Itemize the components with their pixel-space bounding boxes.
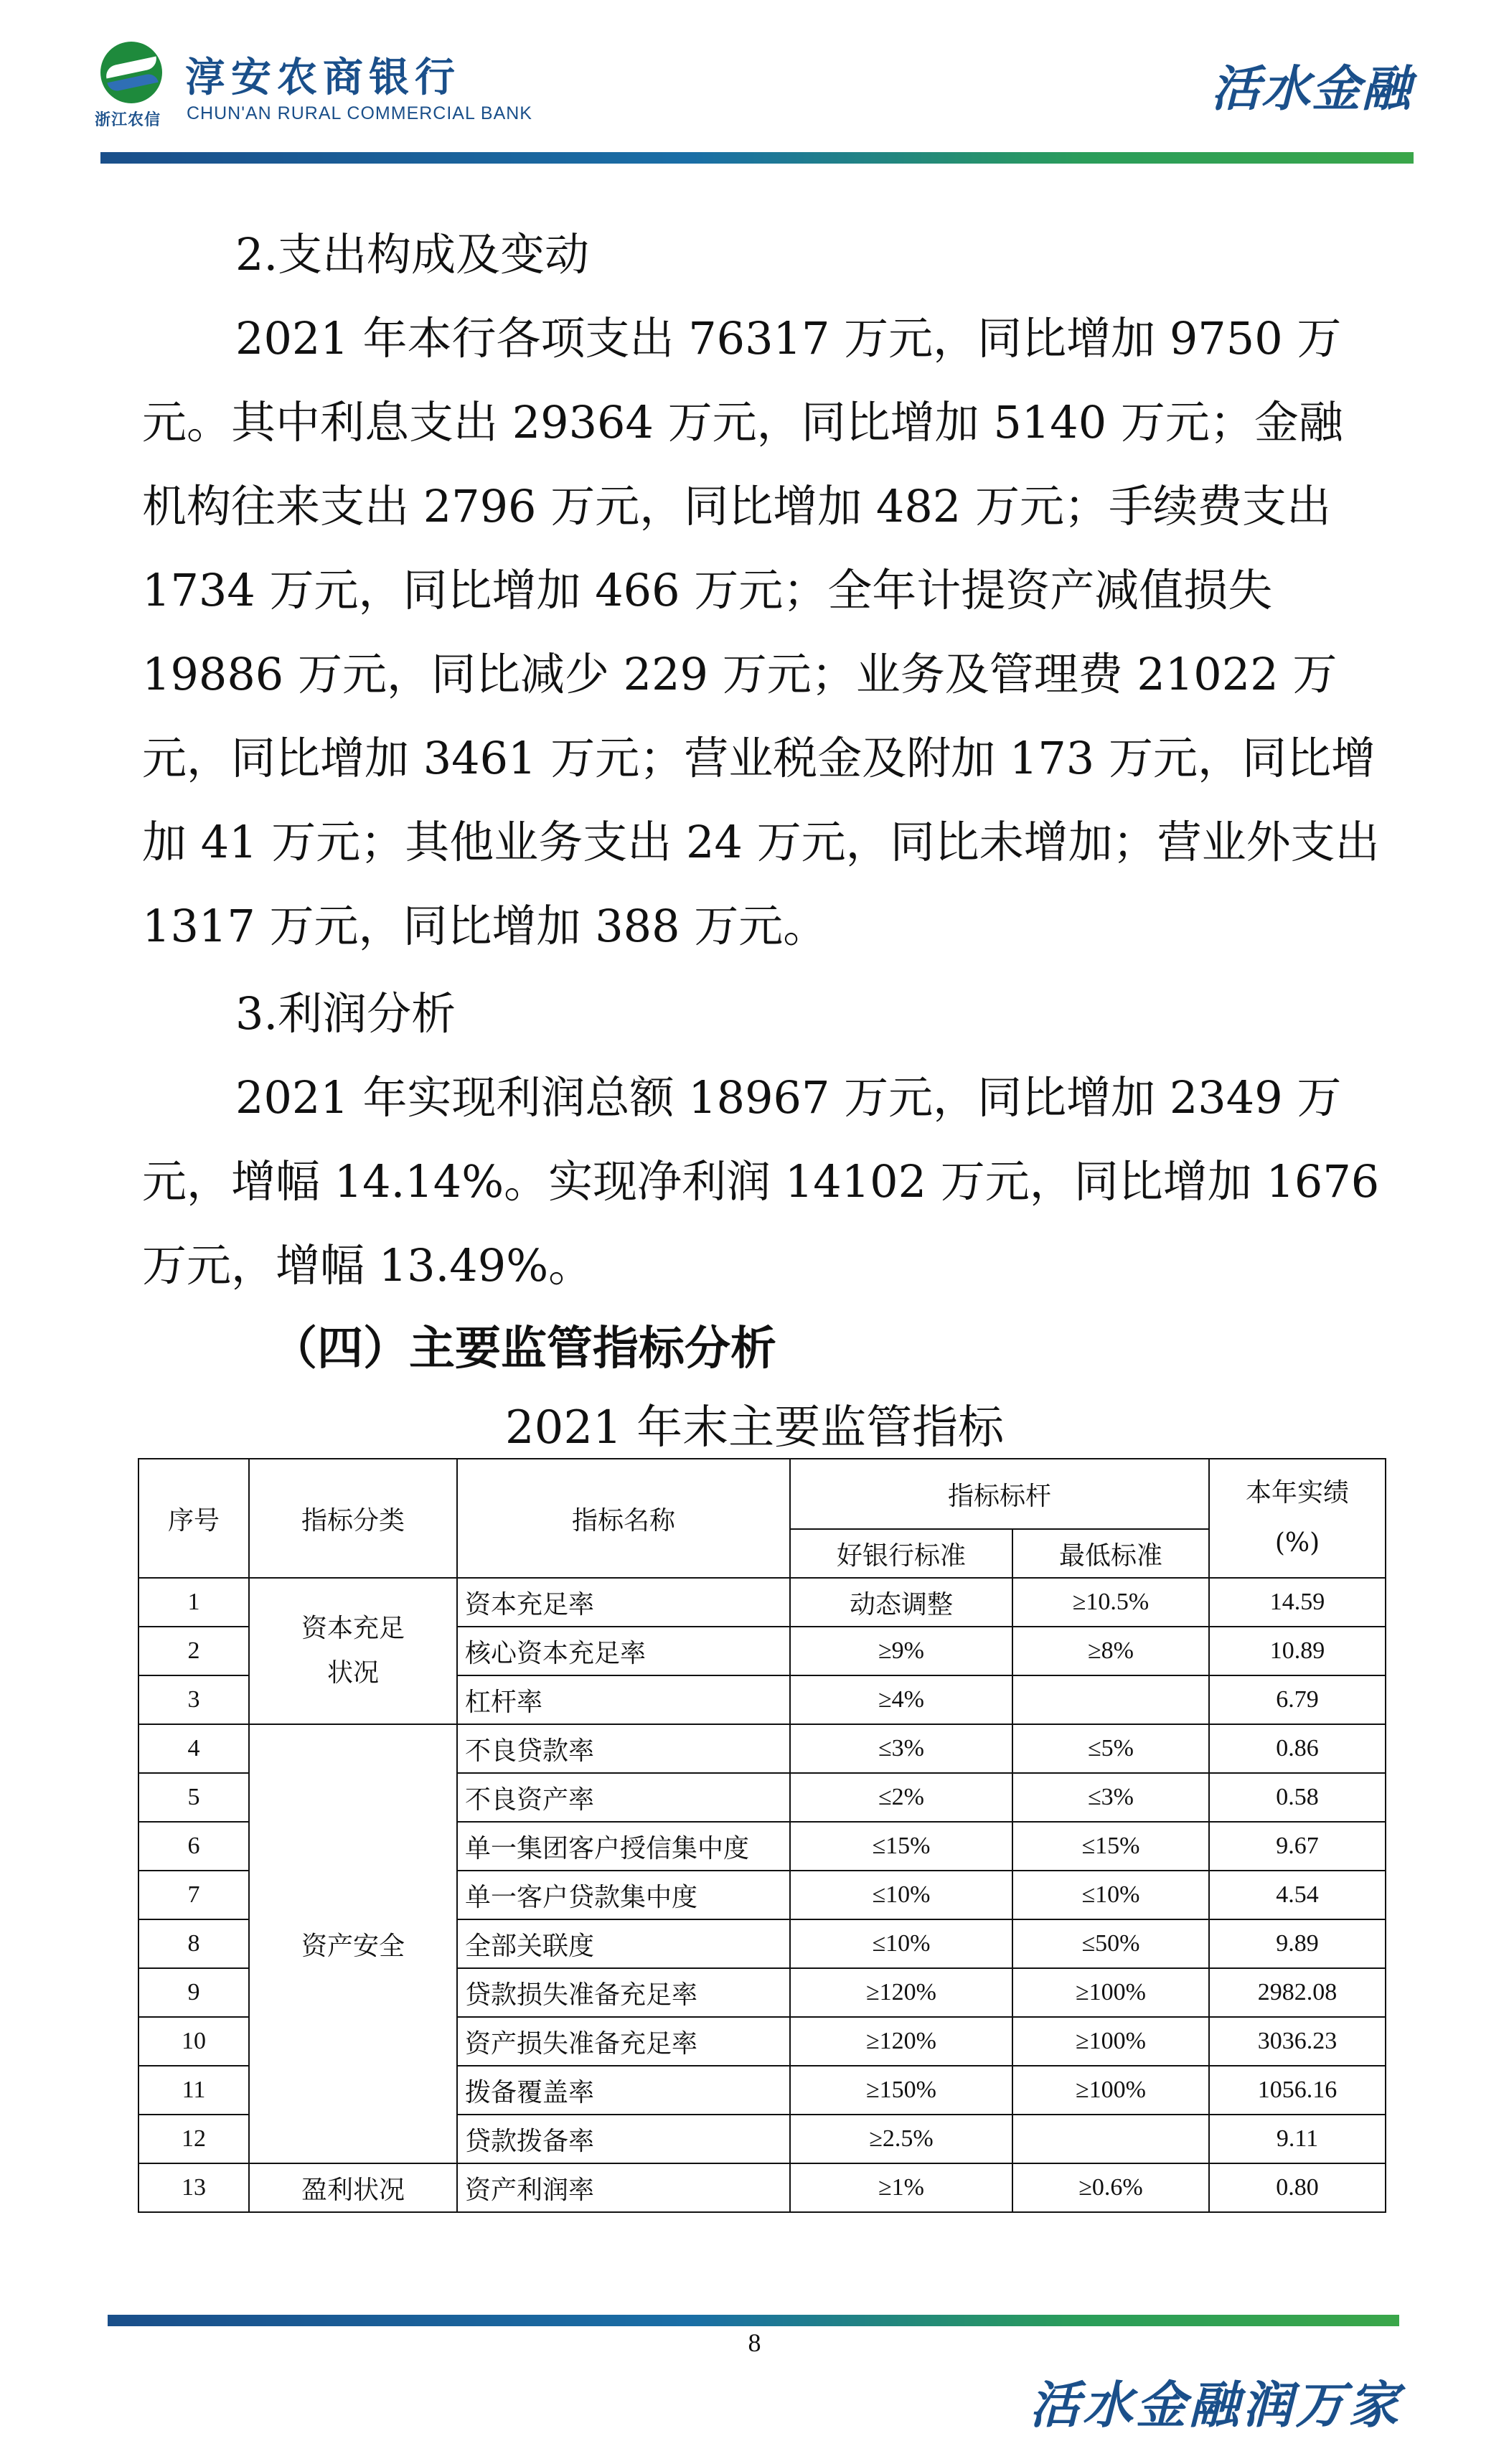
- row-name: 贷款拨备率: [457, 2115, 790, 2163]
- row-min: [1012, 1675, 1209, 1724]
- row-seq: 13: [138, 2163, 249, 2212]
- row-min: ≥10.5%: [1012, 1578, 1209, 1627]
- header-divider: [100, 152, 1414, 164]
- row-name: 核心资本充足率: [457, 1627, 790, 1675]
- header-slogan: 活水金融: [1211, 61, 1412, 118]
- row-min: [1012, 2115, 1209, 2163]
- expense-heading: 2.支出构成及变动: [235, 228, 590, 281]
- row-seq: 6: [138, 1822, 249, 1871]
- row-seq: 11: [138, 2066, 249, 2115]
- category-asset-safety: 资产安全: [249, 1724, 457, 2163]
- row-good: ≥2.5%: [790, 2115, 1012, 2163]
- row-actual: 6.79: [1209, 1675, 1386, 1724]
- table-title: 2021 年末主要监管指标: [504, 1401, 1005, 1454]
- row-good: 动态调整: [790, 1578, 1012, 1627]
- col-header-good-bank: 好银行标准: [790, 1529, 1012, 1578]
- row-good: ≤10%: [790, 1871, 1012, 1919]
- row-actual: 0.80: [1209, 2163, 1386, 2212]
- row-min: ≥8%: [1012, 1627, 1209, 1675]
- row-min: ≤15%: [1012, 1822, 1209, 1871]
- row-good: ≥150%: [790, 2066, 1012, 2115]
- row-actual: 9.67: [1209, 1822, 1386, 1871]
- row-name: 贷款损失准备充足率: [457, 1968, 790, 2017]
- row-seq: 4: [138, 1724, 249, 1773]
- row-good: ≥1%: [790, 2163, 1012, 2212]
- category-capital: 资本充足 状况: [249, 1578, 457, 1724]
- col-header-minimum: 最低标准: [1012, 1529, 1209, 1578]
- table-row: [138, 2163, 1386, 2212]
- footer-slogan: 活水金融润万家: [1030, 2376, 1401, 2435]
- profit-heading: 3.利润分析: [235, 987, 456, 1040]
- row-good: ≥120%: [790, 1968, 1012, 2017]
- row-name: 单一客户贷款集中度: [457, 1871, 790, 1919]
- row-good: ≤3%: [790, 1724, 1012, 1773]
- row-name: 拨备覆盖率: [457, 2066, 790, 2115]
- row-min: ≥0.6%: [1012, 2163, 1209, 2212]
- row-actual: 14.59: [1209, 1578, 1386, 1627]
- bank-logo-icon: [100, 42, 162, 103]
- row-actual: 10.89: [1209, 1627, 1386, 1675]
- row-seq: 1: [138, 1578, 249, 1627]
- expense-paragraph: 2021 年本行各项支出 76317 万元，同比增加 9750 万元。其中利息支出 29364 万元，同比增加 5140 万元；金融机构往来支出 2796 万元，同比增加 482 万元；手续费支出 1734 万元，同比增加 466 万元；全年计提资产减值损失 19886 万元，同比减少 229 万元；业务及管理费 21022 万元，同比增加 3461 万元；营业税金及附加 173 万元，同比增加 41 万元；其他业务支出 24 万元，同比未增加；营业外支出 1317 万元，同比增加 388 万元。: [142, 312, 1380, 952]
- row-name: 资产损失准备充足率: [457, 2017, 790, 2066]
- row-seq: 7: [138, 1871, 249, 1919]
- row-good: ≥9%: [790, 1627, 1012, 1675]
- row-min: ≤5%: [1012, 1724, 1209, 1773]
- logo-subtitle: 浙江农信: [95, 111, 161, 129]
- row-actual: 4.54: [1209, 1871, 1386, 1919]
- section-title: （四）主要监管指标分析: [271, 1322, 776, 1376]
- row-min: ≥100%: [1012, 2066, 1209, 2115]
- row-actual: 0.58: [1209, 1773, 1386, 1822]
- col-header-category: 指标分类: [249, 1459, 457, 1578]
- row-min: ≥100%: [1012, 2017, 1209, 2066]
- row-min: ≤10%: [1012, 1871, 1209, 1919]
- row-name: 资本充足率: [457, 1578, 790, 1627]
- row-min: ≥100%: [1012, 1968, 1209, 2017]
- table-row: [138, 1578, 1386, 1627]
- row-good: ≥4%: [790, 1675, 1012, 1724]
- row-seq: 8: [138, 1919, 249, 1968]
- row-actual: 9.11: [1209, 2115, 1386, 2163]
- row-actual: 3036.23: [1209, 2017, 1386, 2066]
- row-seq: 12: [138, 2115, 249, 2163]
- col-header-actual: 本年实绩 (%): [1209, 1459, 1386, 1578]
- page-header: [0, 0, 1509, 172]
- row-name: 杠杆率: [457, 1675, 790, 1724]
- profit-paragraph: 2021 年实现利润总额 18967 万元，同比增加 2349 万元，增幅 14.14%。实现净利润 14102 万元，同比增加 1676 万元，增幅 13.49%。: [142, 1071, 1380, 1292]
- table-row: [138, 1724, 1386, 1773]
- row-good: ≥120%: [790, 2017, 1012, 2066]
- bank-name-en: CHUN'AN RURAL COMMERCIAL BANK: [187, 103, 532, 123]
- row-name: 不良资产率: [457, 1773, 790, 1822]
- row-good: ≤15%: [790, 1822, 1012, 1871]
- row-actual: 0.86: [1209, 1724, 1386, 1773]
- row-min: ≤3%: [1012, 1773, 1209, 1822]
- row-name: 单一集团客户授信集中度: [457, 1822, 790, 1871]
- row-seq: 9: [138, 1968, 249, 2017]
- footer-divider: [108, 2315, 1399, 2326]
- row-good: ≤2%: [790, 1773, 1012, 1822]
- row-name: 不良贷款率: [457, 1724, 790, 1773]
- col-header-seq: 序号: [138, 1459, 249, 1578]
- row-name: 资产利润率: [457, 2163, 790, 2212]
- col-header-benchmark: 指标标杆: [790, 1459, 1209, 1529]
- row-seq: 10: [138, 2017, 249, 2066]
- bank-name-cn: 淳安农商银行: [185, 55, 461, 101]
- row-good: ≤10%: [790, 1919, 1012, 1968]
- row-actual: 9.89: [1209, 1919, 1386, 1968]
- category-profit: 盈利状况: [249, 2163, 457, 2212]
- row-actual: 1056.16: [1209, 2066, 1386, 2115]
- row-actual: 2982.08: [1209, 1968, 1386, 2017]
- row-seq: 2: [138, 1627, 249, 1675]
- col-header-name: 指标名称: [457, 1459, 790, 1578]
- row-name: 全部关联度: [457, 1919, 790, 1968]
- row-seq: 3: [138, 1675, 249, 1724]
- regulatory-metrics-table: [138, 1458, 1386, 2213]
- page-number: 8: [748, 2328, 761, 2357]
- row-seq: 5: [138, 1773, 249, 1822]
- row-min: ≤50%: [1012, 1919, 1209, 1968]
